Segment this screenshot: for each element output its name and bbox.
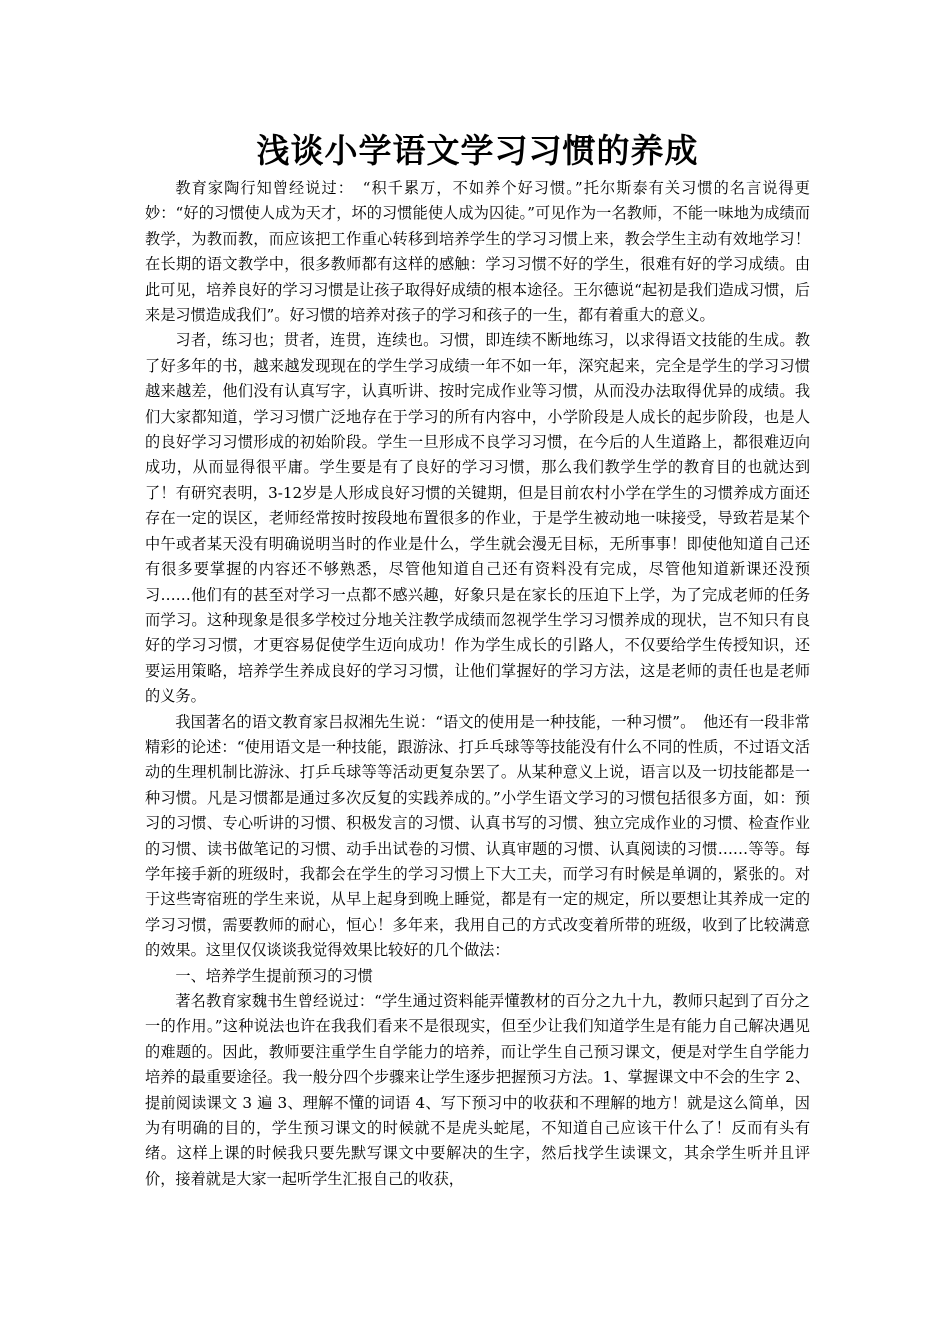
document-page	[145, 128, 810, 1192]
paragraph-preview-habit: 著名教育家魏书生曾经说过：“学生通过资料能弄懂教材的百分之九十九，教师只起到了百分之一的作用。”这种说法也许在我我们看来不是很现实，但至少让我们知道学生是有能力自己解决遇见的难题的。因此，教师要注重学生自学能力的培养，而让学生自己预习课文，便是对学生自学能力培养的最重要途径。我一般分四个步骤来让学生逐步把握预习方法。1、掌握课文中不会的生字 2、提前阅读课文 3 遍 3、理解不懂的词语 4、写下预习中的收获和不理解的地方！就是这么简单，因为有明确的目的，学生预习课文的时候就不是虎头蛇尾，不知道自己应该干什么了！反而有头有绪。这样上课的时候我只要先默写课文中要解决的生字，然后找学生读课文，其余学生听并且评价，接着就是大家一起听学生汇报自己的收获，	[145, 992, 810, 1188]
section-heading: 一、培养学生提前预习的习惯	[175, 966, 373, 985]
paragraph-habit-definition: 习者，练习也；贯者，连贯，连续也。习惯，即连续不断地练习，以求得语文技能的生成。教了好多年的书，越来越发现现在的学生学习成绩一年不如一年，深究起来，完全是学生的学习习惯越来越差，他们没有认真写字，认真听讲、按时完成作业等习惯，从而没办法取得优异的成绩。我们大家都知道，学习习惯广泛地存在于学习的所有内容中，小学阶段是人成长的起步阶段，也是人的良好学习习惯形成的初始阶段。学生一旦形成不良学习习惯，在今后的人生道路上，都很难迈向成功，从而显得很平庸。学生要是有了良好的学习习惯，那么我们教学生学的教育目的也就达到了！有研究表明，3-12岁是人形成良好习惯的关键期，但是目前农村小学在学生的习惯养成方面还存在一定的误区，老师经常按时按段地布置很多的作业，于是学生被动地一味接受，导致若是某个中午或者某天没有明确说明当时的作业是什么，学生就会漫无目标，无所事事！即使他知道自己还有很多要掌握的内容还不够熟悉，尽管他知道自己还有资料没有完成，尽管他知道新课还没预习……他们有的甚至对学习一点都不感兴趣，好象只是在家长的压迫下上学，为了完成老师的任务而学习。这种现象是很多学校过分地关注教学成绩而忽视学生学习习惯养成的现状，岂不知只有良好的学习习惯，才更容易促使学生迈向成功！作为学生成长的引路人，不仅要给学生传授知识，还要运用策略，培养学生养成良好的学习习惯，让他们掌握好的学习方法，这是老师的责任也是老师的义务。	[145, 331, 810, 706]
paragraph-lv-shuxiang: 我国著名的语文教育家吕叔湘先生说：“语文的使用是一种技能，一种习惯”。 他还有一段非常精彩的论述：“使用语文是一种技能，跟游泳、打乒乓球等等技能没有什么不同的性质，不过语文活动的生理机制比游泳、打乒乓球等等活动更复杂罢了。从某种意义上说，语言以及一切技能都是一种习惯。凡是习惯都是通过多次反复的实践养成的。”小学生语文学习的习惯包括很多方面，如：预习的习惯、专心听讲的习惯、积极发言的习惯、认真书写的习惯、独立完成作业的习惯、检查作业的习惯、读书做笔记的习惯、动手出试卷的习惯、认真审题的习惯、认真阅读的习惯……等等。每学年接手新的班级时，我都会在学生的学习习惯上下大工夫，而学习有时候是单调的，紧张的。对于这些寄宿班的学生来说，从早上起身到晚上睡觉，都是有一定的规定，所以要想让其养成一定的学习习惯，需要教师的耐心，恒心！多年来，我用自己的方式改变着所带的班级，收到了比较满意的效果。这里仅仅谈谈我觉得效果比较好的几个做法：	[145, 712, 810, 960]
document-title: 浅谈小学语文学习习惯的养成	[256, 131, 699, 170]
paragraph-intro: 教育家陶行知曾经说过： “积千累万，不如养个好习惯。”托尔斯泰有关习惯的名言说得更妙：“好的习惯使人成为天才，坏的习惯能使人成为囚徒。”可见作为一名教师，不能一味地为成绩而教学，为教而教，而应该把工作重心转移到培养学生的学习习惯上来，教会学生主动有效地学习！在长期的语文教学中，很多教师都有这样的感触：学习习惯不好的学生，很难有好的学习成绩。由此可见，培养良好的学习习惯是让孩子取得好成绩的根本途径。王尔德说“起初是我们造成习惯，后来是习惯造成我们”。好习惯的培养对孩子的学习和孩子的一生，都有着重大的意义。	[145, 179, 810, 325]
